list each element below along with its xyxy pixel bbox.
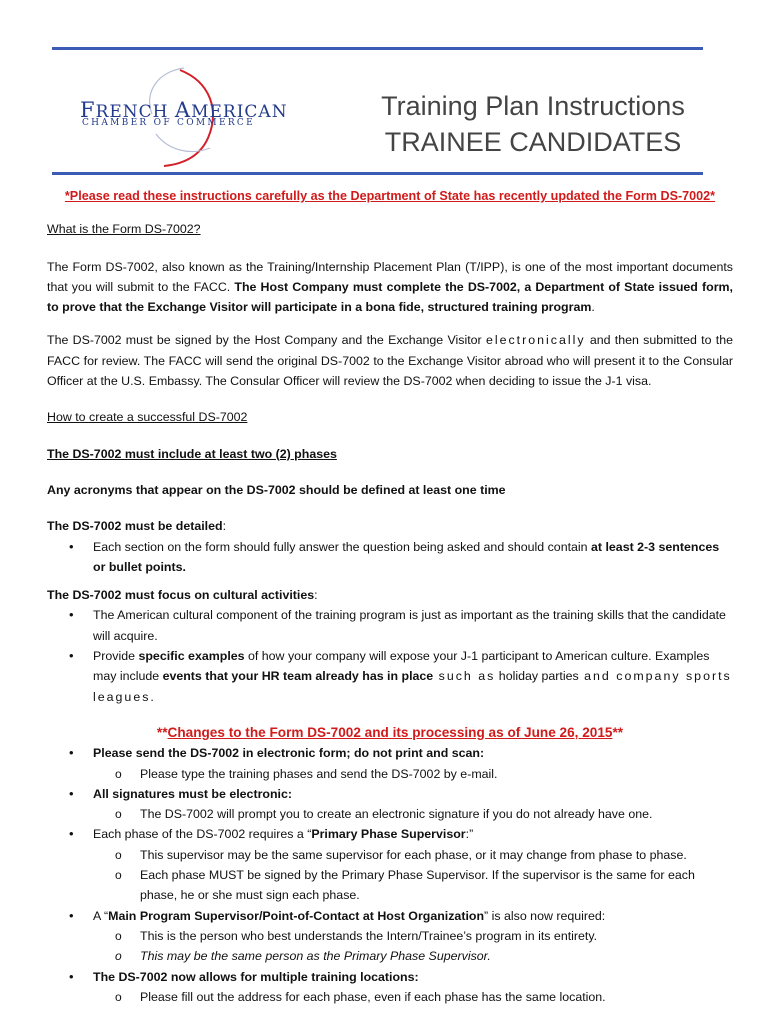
detailed-list: [47, 537, 733, 578]
page-title: Training Plan Instructions: [381, 91, 685, 121]
list-item: • Each phase of the DS-7002 requires a “Primary Phase Supervisor:” o This supervisor may be the same supervisor for each phase, or it may change from phase to phase. o Each phase MUST be signed by the Primary Phase Supervisor. If the supervisor is the same for each phase, he or she must sign each phase.: [47, 824, 733, 905]
list-item: • Please send the DS-7002 in electronic form; do not print and scan: o Please type the training phases and send the DS-7002 by e-mail.: [47, 743, 733, 784]
sub-list: [93, 764, 733, 784]
detailed-heading: The DS-7002 must be detailed:: [47, 519, 227, 534]
list-item: • Each section on the form should fully answer the question being asked and should contain at least 2-3 sentences or bullet points.: [47, 537, 733, 578]
sub-list: [93, 926, 733, 967]
sub-list-item: o This supervisor may be the same supervisor for each phase, or it may change from phase to phase.: [93, 845, 733, 865]
sub-list-item: o Please fill out the address for each phase, even if each phase has the same location.: [93, 987, 733, 1007]
what-heading: What is the Form DS-7002?: [47, 222, 201, 237]
list-item: • The DS-7002 now allows for multiple training locations: o Please fill out the address for each phase, even if each phase has the same location.: [47, 967, 733, 1008]
cultural-heading: The DS-7002 must focus on cultural activities:: [47, 588, 318, 603]
list-item: • A “Main Program Supervisor/Point-of-Contact at Host Organization” is also now required: o This is the person who best understands the Intern/Trainee’s program in its entirety. o This may be the same person as the Primary Phase Supervisor.: [47, 906, 733, 967]
cultural-list: [47, 605, 733, 706]
paragraph-intro: The Form DS-7002, also known as the Training/Internship Placement Plan (T/IPP), is one of the most important documents that you will submit to the FACC. The Host Company must complete the DS-7002, a Department of State issued form, to prove that the Exchange Visitor will participate in a bona fide, structured training program.: [47, 259, 733, 315]
phases-heading: The DS-7002 must include at least two (2) phases: [47, 446, 337, 461]
document-body: [47, 186, 733, 1007]
list-item: • All signatures must be electronic: o The DS-7002 will prompt you to create an electronic signature if you do not already have one.: [47, 784, 733, 825]
list-item: • Provide specific examples of how your company will expose your J-1 participant to American culture. Examples may include events that your HR team already has in place such as holiday parties and company sports leagues.: [47, 646, 733, 707]
sub-list: [93, 845, 733, 906]
logo-text-main: FRENCH AMERICAN: [80, 98, 288, 122]
sub-list: [93, 804, 733, 824]
changes-list: [47, 743, 733, 1007]
changes-heading: **Changes to the Form DS-7002 and its processing as of June 26, 2015**: [156, 724, 624, 740]
sub-list-item: o This is the person who best understands the Intern/Trainee’s program in its entirety.: [93, 926, 733, 946]
sub-list-item: o Please type the training phases and send the DS-7002 by e-mail.: [93, 764, 733, 784]
top-rule: [52, 47, 703, 50]
how-heading: How to create a successful DS-7002: [47, 410, 248, 425]
logo-text-sub: CHAMBER OF COMMERCE: [82, 118, 255, 128]
sub-list-item: o This may be the same person as the Primary Phase Supervisor.: [93, 946, 733, 966]
sub-list-item: o Each phase MUST be signed by the Primary Phase Supervisor. If the supervisor is the same for each phase, he or she must sign each phase.: [93, 865, 733, 906]
sub-list-item: o The DS-7002 will prompt you to create an electronic signature if you do not already have one.: [93, 804, 733, 824]
list-item: • The American cultural component of the training program is just as important as the training skills that the candidate will acquire.: [47, 605, 733, 646]
page-subtitle: TRAINEE CANDIDATES: [384, 127, 682, 157]
header-bottom-rule: [52, 172, 703, 175]
sub-list: [93, 987, 733, 1007]
notice-line: *Please read these instructions carefully as the Department of State has recently updated the Form DS-7002*: [64, 189, 716, 203]
title-block: [368, 88, 698, 160]
paragraph-signing: The DS-7002 must be signed by the Host Company and the Exchange Visitor electronically and then submitted to the FACC for review. The FACC will send the original DS-7002 to the Exchange Visitor abroad who will present it to the Consular Officer at the U.S. Embassy. The Consular Officer will review the DS-7002 when deciding to issue the J-1 visa.: [47, 333, 733, 389]
facc-logo: [60, 52, 290, 170]
acronyms-line: Any acronyms that appear on the DS-7002 should be defined at least one time: [47, 482, 506, 497]
